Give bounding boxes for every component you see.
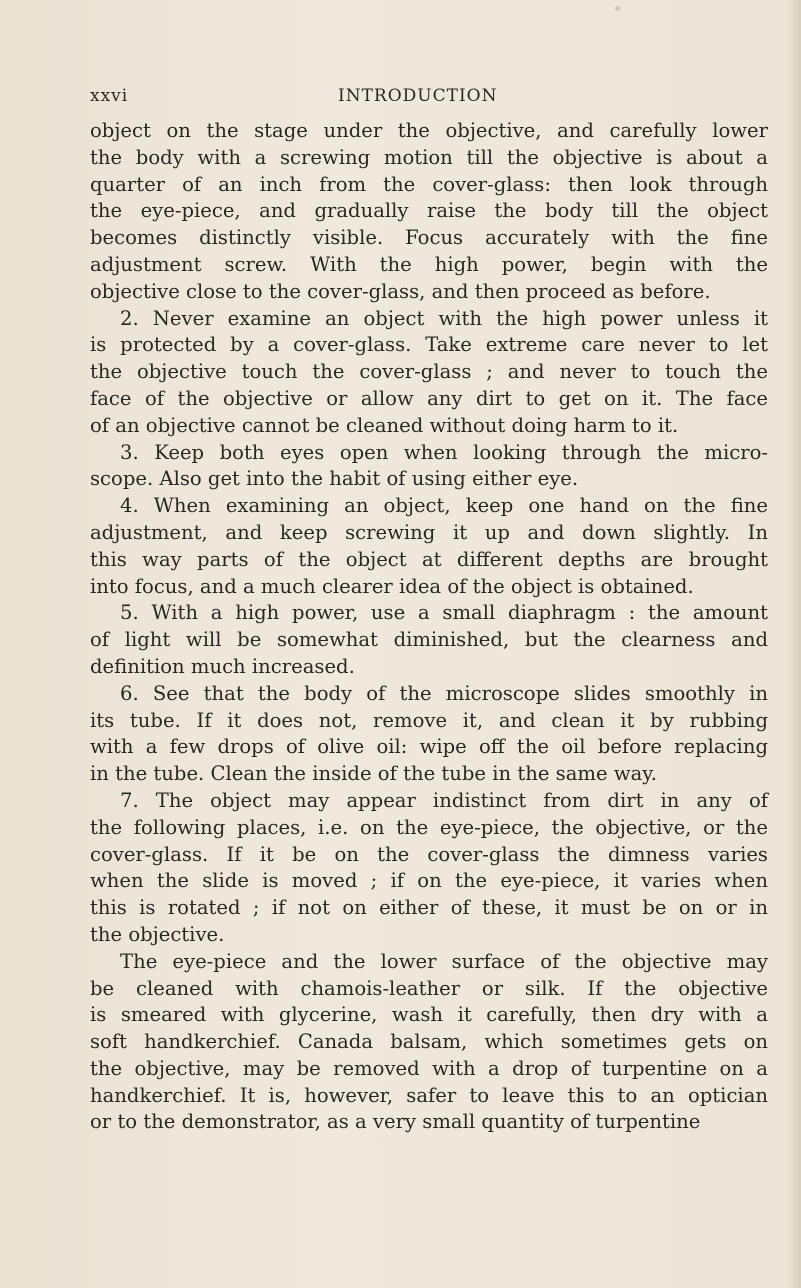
text-line: scope. Also get into the habit of using either eye. [90,467,579,491]
text-line: handkerchief. It is, however, safer to leave this to an optician [90,1083,768,1107]
text-line: becomes distinctly visible. Focus accurately with the fine [90,226,768,250]
page-edge-shadow [787,0,801,1288]
text-line: this is rotated ; if not on either of these, it must be on or in [90,896,768,920]
text-line: soft handkerchief. Canada balsam, which sometimes gets on [90,1030,768,1054]
text-line: quarter of an inch from the cover-glass: then look through [90,172,768,196]
text-line: is smeared with glycerine, wash it carefully, then dry with a [90,1003,768,1027]
paper-spot [615,6,620,11]
text-line: of an objective cannot be cleaned without doing harm to it. [90,413,679,437]
text-line: its tube. If it does not, remove it, and clean it by rubbing [90,708,768,732]
page-number: xxvi [90,86,129,106]
text-line: objective close to the cover-glass, and then proceed as before. [90,279,711,303]
text-line: when the slide is moved ; if on the eye-piece, it varies when [90,869,768,893]
text-line: of light will be somewhat diminished, but the clearness and [90,628,768,652]
text-line: 5. With a high power, use a small diaphragm : the amount [120,601,768,625]
text-line: the eye-piece, and gradually raise the body till the object [90,199,768,223]
text-line: 6. See that the body of the microscope slides smoothly in [120,681,768,705]
text-line: 4. When examining an object, keep one hand on the fine [120,494,768,518]
text-line: is protected by a cover-glass. Take extreme care never to let [90,333,768,357]
page-header [90,86,510,112]
text-line: the following places, i.e. on the eye-piece, the objective, or the [90,815,768,839]
text-line: adjustment screw. With the high power, begin with the [90,252,768,276]
text-line: 7. The object may appear indistinct from dirt in any of [120,788,768,812]
text-line: with a few drops of olive oil: wipe off the oil before replacing [90,735,768,759]
text-line: the objective touch the cover-glass ; and never to touch the [90,360,768,384]
text-line: the body with a screwing motion till the objective is about a [90,145,768,169]
text-line: The eye-piece and the lower surface of the objective may [120,949,768,973]
text-line: adjustment, and keep screwing it up and down slightly. In [90,520,768,544]
text-line: definition much increased. [90,654,355,678]
text-line: cover-glass. If it be on the cover-glass the dimness varies [90,842,768,866]
text-line: this way parts of the object at different depths are brought [90,547,768,571]
running-title: INTRODUCTION [338,86,498,106]
text-line: the objective, may be removed with a drop of turpentine on a [90,1056,768,1080]
text-line: 2. Never examine an object with the high power unless it [120,306,768,330]
text-line: in the tube. Clean the inside of the tube in the same way. [90,762,657,786]
text-line: 3. Keep both eyes open when looking through the micro- [120,440,768,464]
text-line: into focus, and a much clearer idea of the object is obtained. [90,574,694,598]
text-line: be cleaned with chamois-leather or silk. If the objective [90,976,768,1000]
text-line: object on the stage under the objective, and carefully lower [90,119,768,142]
body-text [90,118,768,1136]
text-line: face of the objective or allow any dirt to get on it. The face [90,386,768,410]
text-line: the objective. [90,922,225,946]
text-line: or to the demonstrator, as a very small quantity of turpentine [90,1110,701,1134]
